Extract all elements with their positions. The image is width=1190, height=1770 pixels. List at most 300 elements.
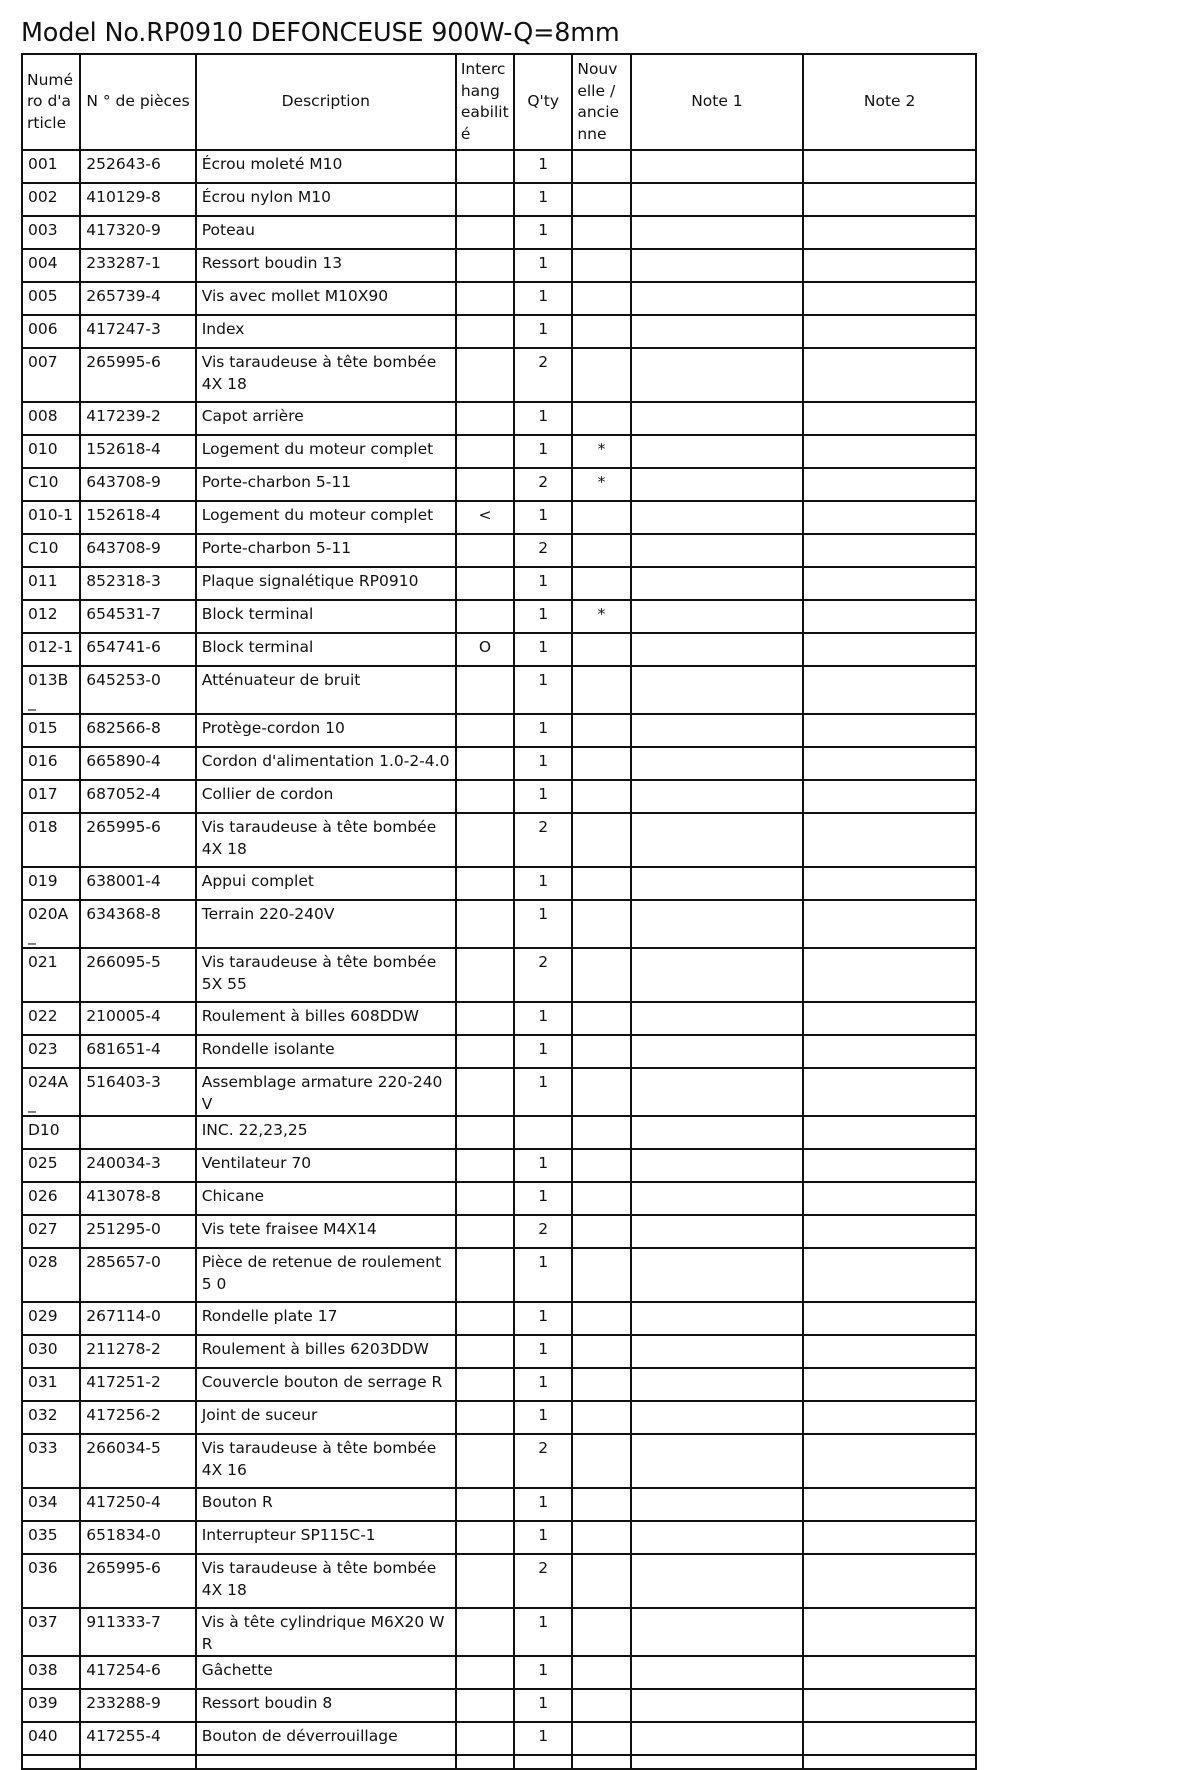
table-row <box>22 282 976 315</box>
cell-quantity: 1 <box>514 1068 572 1116</box>
cell-note-2 <box>803 1554 976 1608</box>
table-row <box>22 435 976 468</box>
table-row <box>22 315 976 348</box>
cell-new-old <box>572 948 630 1002</box>
cell-interchangeability <box>456 282 514 315</box>
cell-interchangeability <box>456 348 514 402</box>
cell-note-2 <box>803 150 976 183</box>
cell-note-1 <box>631 1149 804 1182</box>
cell-quantity: 1 <box>514 1401 572 1434</box>
table-row <box>22 501 976 534</box>
table-row <box>22 1215 976 1248</box>
cell-quantity: 2 <box>514 1215 572 1248</box>
cell-note-1 <box>631 666 804 714</box>
cell-note-1 <box>631 1656 804 1689</box>
cell-quantity: 2 <box>514 348 572 402</box>
cell-interchangeability <box>456 600 514 633</box>
cell-interchangeability <box>456 534 514 567</box>
cell-note-1 <box>631 1068 804 1116</box>
cell-interchangeability <box>456 1368 514 1401</box>
cell-interchangeability <box>456 1608 514 1656</box>
cell-note-2 <box>803 747 976 780</box>
cell-item-number: 010-1 <box>22 501 80 534</box>
cell-note-2 <box>803 468 976 501</box>
cell-note-1 <box>631 249 804 282</box>
cell-description: Pièce de retenue de roulement 5 0 <box>196 1248 456 1302</box>
cell-new-old <box>572 249 630 282</box>
cell-quantity <box>514 1116 572 1149</box>
cell-description: Chicane <box>196 1182 456 1215</box>
table-row <box>22 1689 976 1722</box>
cell-item-number: 032 <box>22 1401 80 1434</box>
cell-note-1 <box>631 216 804 249</box>
cell-description: Ventilateur 70 <box>196 1149 456 1182</box>
header-quantity: Q'ty <box>514 54 572 150</box>
cell-interchangeability <box>456 747 514 780</box>
table-row <box>22 633 976 666</box>
cell-description: Terrain 220-240V <box>196 900 456 948</box>
cell-description: Logement du moteur complet <box>196 435 456 468</box>
table-row <box>22 249 976 282</box>
cell-new-old: * <box>572 600 630 633</box>
cell-description: Écrou moleté M10 <box>196 150 456 183</box>
cell-interchangeability <box>456 867 514 900</box>
cell-note-1 <box>631 1035 804 1068</box>
cell-note-1 <box>631 867 804 900</box>
cell-interchangeability <box>456 1248 514 1302</box>
cell-new-old <box>572 1182 630 1215</box>
cell-description: Block terminal <box>196 633 456 666</box>
cell-quantity: 1 <box>514 282 572 315</box>
table-row <box>22 1068 976 1116</box>
cell-item-number: 022 <box>22 1002 80 1035</box>
cell-quantity: 1 <box>514 1608 572 1656</box>
cell-note-2 <box>803 1368 976 1401</box>
cell-quantity: 1 <box>514 867 572 900</box>
cell-part-number: 852318-3 <box>80 567 195 600</box>
page-title: Model No.RP0910 DEFONCEUSE 900W-Q=8mm <box>21 18 620 48</box>
table-row <box>22 1434 976 1488</box>
cell-quantity: 1 <box>514 249 572 282</box>
cell-part-number: 233288-9 <box>80 1689 195 1722</box>
cell-note-2 <box>803 867 976 900</box>
cell-interchangeability <box>456 1002 514 1035</box>
cell-quantity: 2 <box>514 813 572 867</box>
cell-item-number: 010 <box>22 435 80 468</box>
cell-description: Index <box>196 315 456 348</box>
cell-new-old <box>572 1656 630 1689</box>
cell-note-1 <box>631 1215 804 1248</box>
cell-new-old <box>572 1521 630 1554</box>
cell-note-2 <box>803 900 976 948</box>
cell-quantity: 1 <box>514 1335 572 1368</box>
cell-note-2 <box>803 1401 976 1434</box>
cell-part-number: 417251-2 <box>80 1368 195 1401</box>
cell-note-2 <box>803 633 976 666</box>
cell-empty <box>196 1755 456 1769</box>
cell-item-number: 006 <box>22 315 80 348</box>
cell-note-1 <box>631 813 804 867</box>
cell-interchangeability <box>456 1488 514 1521</box>
cell-note-1 <box>631 348 804 402</box>
cell-description: Vis tete fraisee M4X14 <box>196 1215 456 1248</box>
cell-item-number: D10 <box>22 1116 80 1149</box>
cell-part-number: 682566-8 <box>80 714 195 747</box>
cell-interchangeability <box>456 1689 514 1722</box>
table-row <box>22 534 976 567</box>
cell-note-2 <box>803 348 976 402</box>
cell-interchangeability <box>456 183 514 216</box>
cell-description: Assemblage armature 220-240V <box>196 1068 456 1116</box>
cell-empty <box>572 1755 630 1769</box>
cell-item-number: 019 <box>22 867 80 900</box>
cell-note-1 <box>631 600 804 633</box>
cell-interchangeability <box>456 1068 514 1116</box>
cell-description: Couvercle bouton de serrage R <box>196 1368 456 1401</box>
cell-description: Atténuateur de bruit <box>196 666 456 714</box>
cell-description: Poteau <box>196 216 456 249</box>
cell-quantity: 1 <box>514 150 572 183</box>
cell-note-1 <box>631 567 804 600</box>
parts-table <box>21 53 977 1770</box>
cell-note-1 <box>631 1335 804 1368</box>
cell-quantity: 1 <box>514 1002 572 1035</box>
cell-note-1 <box>631 1434 804 1488</box>
cell-part-number: 651834-0 <box>80 1521 195 1554</box>
cell-note-2 <box>803 1068 976 1116</box>
cell-item-number: 038 <box>22 1656 80 1689</box>
cell-interchangeability <box>456 1401 514 1434</box>
cell-item-number: 039 <box>22 1689 80 1722</box>
cell-part-number: 643708-9 <box>80 468 195 501</box>
cell-quantity: 1 <box>514 1521 572 1554</box>
cell-empty <box>631 1755 804 1769</box>
header-new-old: Nouv elle / ancie nne <box>572 54 630 150</box>
cell-quantity: 2 <box>514 1554 572 1608</box>
cell-quantity: 2 <box>514 948 572 1002</box>
cell-interchangeability <box>456 813 514 867</box>
table-row <box>22 1302 976 1335</box>
cell-item-number: 040 <box>22 1722 80 1755</box>
cell-item-number: 011 <box>22 567 80 600</box>
cell-item-number: 005 <box>22 282 80 315</box>
cell-note-2 <box>803 183 976 216</box>
cell-empty <box>456 1755 514 1769</box>
cell-item-number: 023 <box>22 1035 80 1068</box>
cell-note-1 <box>631 1302 804 1335</box>
cell-quantity: 1 <box>514 435 572 468</box>
cell-description: Rondelle isolante <box>196 1035 456 1068</box>
cell-new-old <box>572 780 630 813</box>
cell-item-number: 001 <box>22 150 80 183</box>
cell-interchangeability <box>456 948 514 1002</box>
cell-interchangeability <box>456 216 514 249</box>
parts-table-body <box>22 150 976 1769</box>
cell-note-2 <box>803 1335 976 1368</box>
cell-new-old <box>572 501 630 534</box>
cell-part-number: 516403-3 <box>80 1068 195 1116</box>
cell-interchangeability <box>456 150 514 183</box>
header-interchangeability: Interc hang eabilit é <box>456 54 514 150</box>
cell-item-number: 026 <box>22 1182 80 1215</box>
cell-empty <box>80 1755 195 1769</box>
cell-part-number: 687052-4 <box>80 780 195 813</box>
table-row <box>22 1722 976 1755</box>
cell-new-old: * <box>572 435 630 468</box>
cell-note-2 <box>803 1434 976 1488</box>
table-row <box>22 348 976 402</box>
cell-new-old <box>572 216 630 249</box>
cell-item-number: 012-1 <box>22 633 80 666</box>
header-description: Description <box>196 54 456 150</box>
cell-note-1 <box>631 183 804 216</box>
table-row <box>22 183 976 216</box>
table-row <box>22 1248 976 1302</box>
cell-new-old <box>572 282 630 315</box>
cell-interchangeability <box>456 1035 514 1068</box>
cell-new-old <box>572 567 630 600</box>
table-row-continued <box>22 1755 976 1769</box>
cell-note-2 <box>803 1722 976 1755</box>
cell-note-2 <box>803 1182 976 1215</box>
cell-part-number: 265739-4 <box>80 282 195 315</box>
cell-interchangeability <box>456 1149 514 1182</box>
cell-description: Collier de cordon <box>196 780 456 813</box>
table-row <box>22 567 976 600</box>
cell-part-number: 152618-4 <box>80 501 195 534</box>
cell-new-old <box>572 1035 630 1068</box>
cell-quantity: 1 <box>514 567 572 600</box>
cell-interchangeability <box>456 1521 514 1554</box>
cell-part-number: 654741-6 <box>80 633 195 666</box>
cell-note-1 <box>631 282 804 315</box>
cell-quantity: 1 <box>514 402 572 435</box>
cell-note-2 <box>803 534 976 567</box>
table-row <box>22 867 976 900</box>
cell-interchangeability <box>456 900 514 948</box>
table-row <box>22 747 976 780</box>
cell-note-2 <box>803 1116 976 1149</box>
cell-note-2 <box>803 948 976 1002</box>
cell-interchangeability <box>456 1335 514 1368</box>
cell-item-number: 034 <box>22 1488 80 1521</box>
cell-new-old <box>572 183 630 216</box>
cell-interchangeability <box>456 249 514 282</box>
table-row <box>22 1368 976 1401</box>
cell-note-2 <box>803 1215 976 1248</box>
cell-quantity: 2 <box>514 1434 572 1488</box>
table-row <box>22 714 976 747</box>
cell-interchangeability <box>456 315 514 348</box>
cell-item-number: 024A_ <box>22 1068 80 1116</box>
cell-new-old <box>572 867 630 900</box>
cell-description: Ressort boudin 8 <box>196 1689 456 1722</box>
cell-note-1 <box>631 1002 804 1035</box>
cell-new-old: * <box>572 468 630 501</box>
table-row <box>22 1035 976 1068</box>
cell-quantity: 1 <box>514 633 572 666</box>
cell-description: Block terminal <box>196 600 456 633</box>
cell-note-1 <box>631 1182 804 1215</box>
cell-quantity: 1 <box>514 900 572 948</box>
table-row <box>22 780 976 813</box>
cell-quantity: 1 <box>514 600 572 633</box>
cell-empty <box>803 1755 976 1769</box>
cell-quantity: 1 <box>514 501 572 534</box>
cell-description: Capot arrière <box>196 402 456 435</box>
cell-item-number: 029 <box>22 1302 80 1335</box>
cell-part-number: 251295-0 <box>80 1215 195 1248</box>
cell-description: Vis taraudeuse à tête bombée 4X 18 <box>196 813 456 867</box>
cell-description: Vis taraudeuse à tête bombée 4X 18 <box>196 348 456 402</box>
cell-description: Bouton R <box>196 1488 456 1521</box>
cell-item-number: 015 <box>22 714 80 747</box>
cell-new-old <box>572 402 630 435</box>
cell-new-old <box>572 1149 630 1182</box>
cell-item-number: 007 <box>22 348 80 402</box>
cell-note-2 <box>803 1608 976 1656</box>
cell-note-1 <box>631 435 804 468</box>
cell-part-number: 681651-4 <box>80 1035 195 1068</box>
cell-new-old <box>572 1116 630 1149</box>
cell-note-1 <box>631 780 804 813</box>
cell-interchangeability: O <box>456 633 514 666</box>
cell-note-1 <box>631 747 804 780</box>
cell-new-old <box>572 1401 630 1434</box>
cell-part-number: 210005-4 <box>80 1002 195 1035</box>
cell-quantity: 1 <box>514 1302 572 1335</box>
cell-part-number: 285657-0 <box>80 1248 195 1302</box>
table-row <box>22 1521 976 1554</box>
cell-new-old <box>572 900 630 948</box>
cell-new-old <box>572 666 630 714</box>
cell-part-number: 417247-3 <box>80 315 195 348</box>
cell-interchangeability <box>456 1554 514 1608</box>
cell-item-number: 004 <box>22 249 80 282</box>
cell-description: Appui complet <box>196 867 456 900</box>
cell-interchangeability <box>456 1302 514 1335</box>
cell-description: Rondelle plate 17 <box>196 1302 456 1335</box>
cell-new-old <box>572 1434 630 1488</box>
cell-note-2 <box>803 435 976 468</box>
table-row <box>22 402 976 435</box>
cell-quantity: 1 <box>514 216 572 249</box>
cell-item-number: 012 <box>22 600 80 633</box>
cell-note-2 <box>803 1302 976 1335</box>
cell-interchangeability <box>456 1434 514 1488</box>
cell-description: Interrupteur SP115C-1 <box>196 1521 456 1554</box>
cell-description: Vis taraudeuse à tête bombée 5X 55 <box>196 948 456 1002</box>
cell-part-number: 417250-4 <box>80 1488 195 1521</box>
header-note-2: Note 2 <box>803 54 976 150</box>
table-row <box>22 216 976 249</box>
cell-interchangeability <box>456 1215 514 1248</box>
cell-item-number: 008 <box>22 402 80 435</box>
cell-interchangeability: < <box>456 501 514 534</box>
table-row <box>22 1182 976 1215</box>
cell-part-number: 638001-4 <box>80 867 195 900</box>
cell-part-number: 417255-4 <box>80 1722 195 1755</box>
cell-description: Bouton de déverrouillage <box>196 1722 456 1755</box>
cell-item-number: 003 <box>22 216 80 249</box>
cell-note-2 <box>803 282 976 315</box>
table-row <box>22 1116 976 1149</box>
table-row <box>22 813 976 867</box>
cell-quantity: 1 <box>514 1182 572 1215</box>
cell-new-old <box>572 1302 630 1335</box>
cell-part-number: 911333-7 <box>80 1608 195 1656</box>
cell-new-old <box>572 1215 630 1248</box>
cell-item-number: 018 <box>22 813 80 867</box>
cell-note-2 <box>803 600 976 633</box>
cell-note-1 <box>631 1722 804 1755</box>
cell-item-number: 033 <box>22 1434 80 1488</box>
cell-quantity: 1 <box>514 1488 572 1521</box>
cell-quantity: 1 <box>514 315 572 348</box>
cell-note-2 <box>803 567 976 600</box>
cell-interchangeability <box>456 402 514 435</box>
cell-item-number: 031 <box>22 1368 80 1401</box>
cell-part-number: 211278-2 <box>80 1335 195 1368</box>
table-row <box>22 600 976 633</box>
cell-new-old <box>572 150 630 183</box>
cell-interchangeability <box>456 714 514 747</box>
cell-note-2 <box>803 1002 976 1035</box>
cell-note-1 <box>631 1488 804 1521</box>
cell-note-1 <box>631 633 804 666</box>
cell-interchangeability <box>456 780 514 813</box>
cell-description: Vis taraudeuse à tête bombée 4X 16 <box>196 1434 456 1488</box>
cell-item-number: 037 <box>22 1608 80 1656</box>
cell-note-2 <box>803 1656 976 1689</box>
cell-part-number: 410129-8 <box>80 183 195 216</box>
cell-new-old <box>572 1722 630 1755</box>
cell-part-number: 413078-8 <box>80 1182 195 1215</box>
cell-description: Joint de suceur <box>196 1401 456 1434</box>
cell-empty <box>514 1755 572 1769</box>
cell-note-2 <box>803 216 976 249</box>
cell-note-2 <box>803 780 976 813</box>
cell-quantity: 1 <box>514 1149 572 1182</box>
cell-note-1 <box>631 315 804 348</box>
cell-part-number: 267114-0 <box>80 1302 195 1335</box>
cell-note-2 <box>803 666 976 714</box>
cell-description: Plaque signalétique RP0910 <box>196 567 456 600</box>
cell-description: Gâchette <box>196 1656 456 1689</box>
cell-quantity: 2 <box>514 468 572 501</box>
cell-note-1 <box>631 900 804 948</box>
cell-new-old <box>572 1335 630 1368</box>
cell-note-1 <box>631 402 804 435</box>
cell-part-number: 417254-6 <box>80 1656 195 1689</box>
cell-description: Porte-charbon 5-11 <box>196 534 456 567</box>
cell-new-old <box>572 1068 630 1116</box>
cell-note-1 <box>631 1689 804 1722</box>
cell-note-2 <box>803 1248 976 1302</box>
cell-description: Vis avec mollet M10X90 <box>196 282 456 315</box>
cell-part-number: 643708-9 <box>80 534 195 567</box>
table-row <box>22 468 976 501</box>
cell-description: Cordon d'alimentation 1.0-2-4.0 <box>196 747 456 780</box>
cell-note-1 <box>631 150 804 183</box>
cell-item-number: 002 <box>22 183 80 216</box>
cell-description: Vis taraudeuse à tête bombée 4X 18 <box>196 1554 456 1608</box>
cell-note-1 <box>631 501 804 534</box>
cell-description: Roulement à billes 6203DDW <box>196 1335 456 1368</box>
cell-item-number: 035 <box>22 1521 80 1554</box>
cell-part-number: 265995-6 <box>80 348 195 402</box>
cell-part-number: 233287-1 <box>80 249 195 282</box>
